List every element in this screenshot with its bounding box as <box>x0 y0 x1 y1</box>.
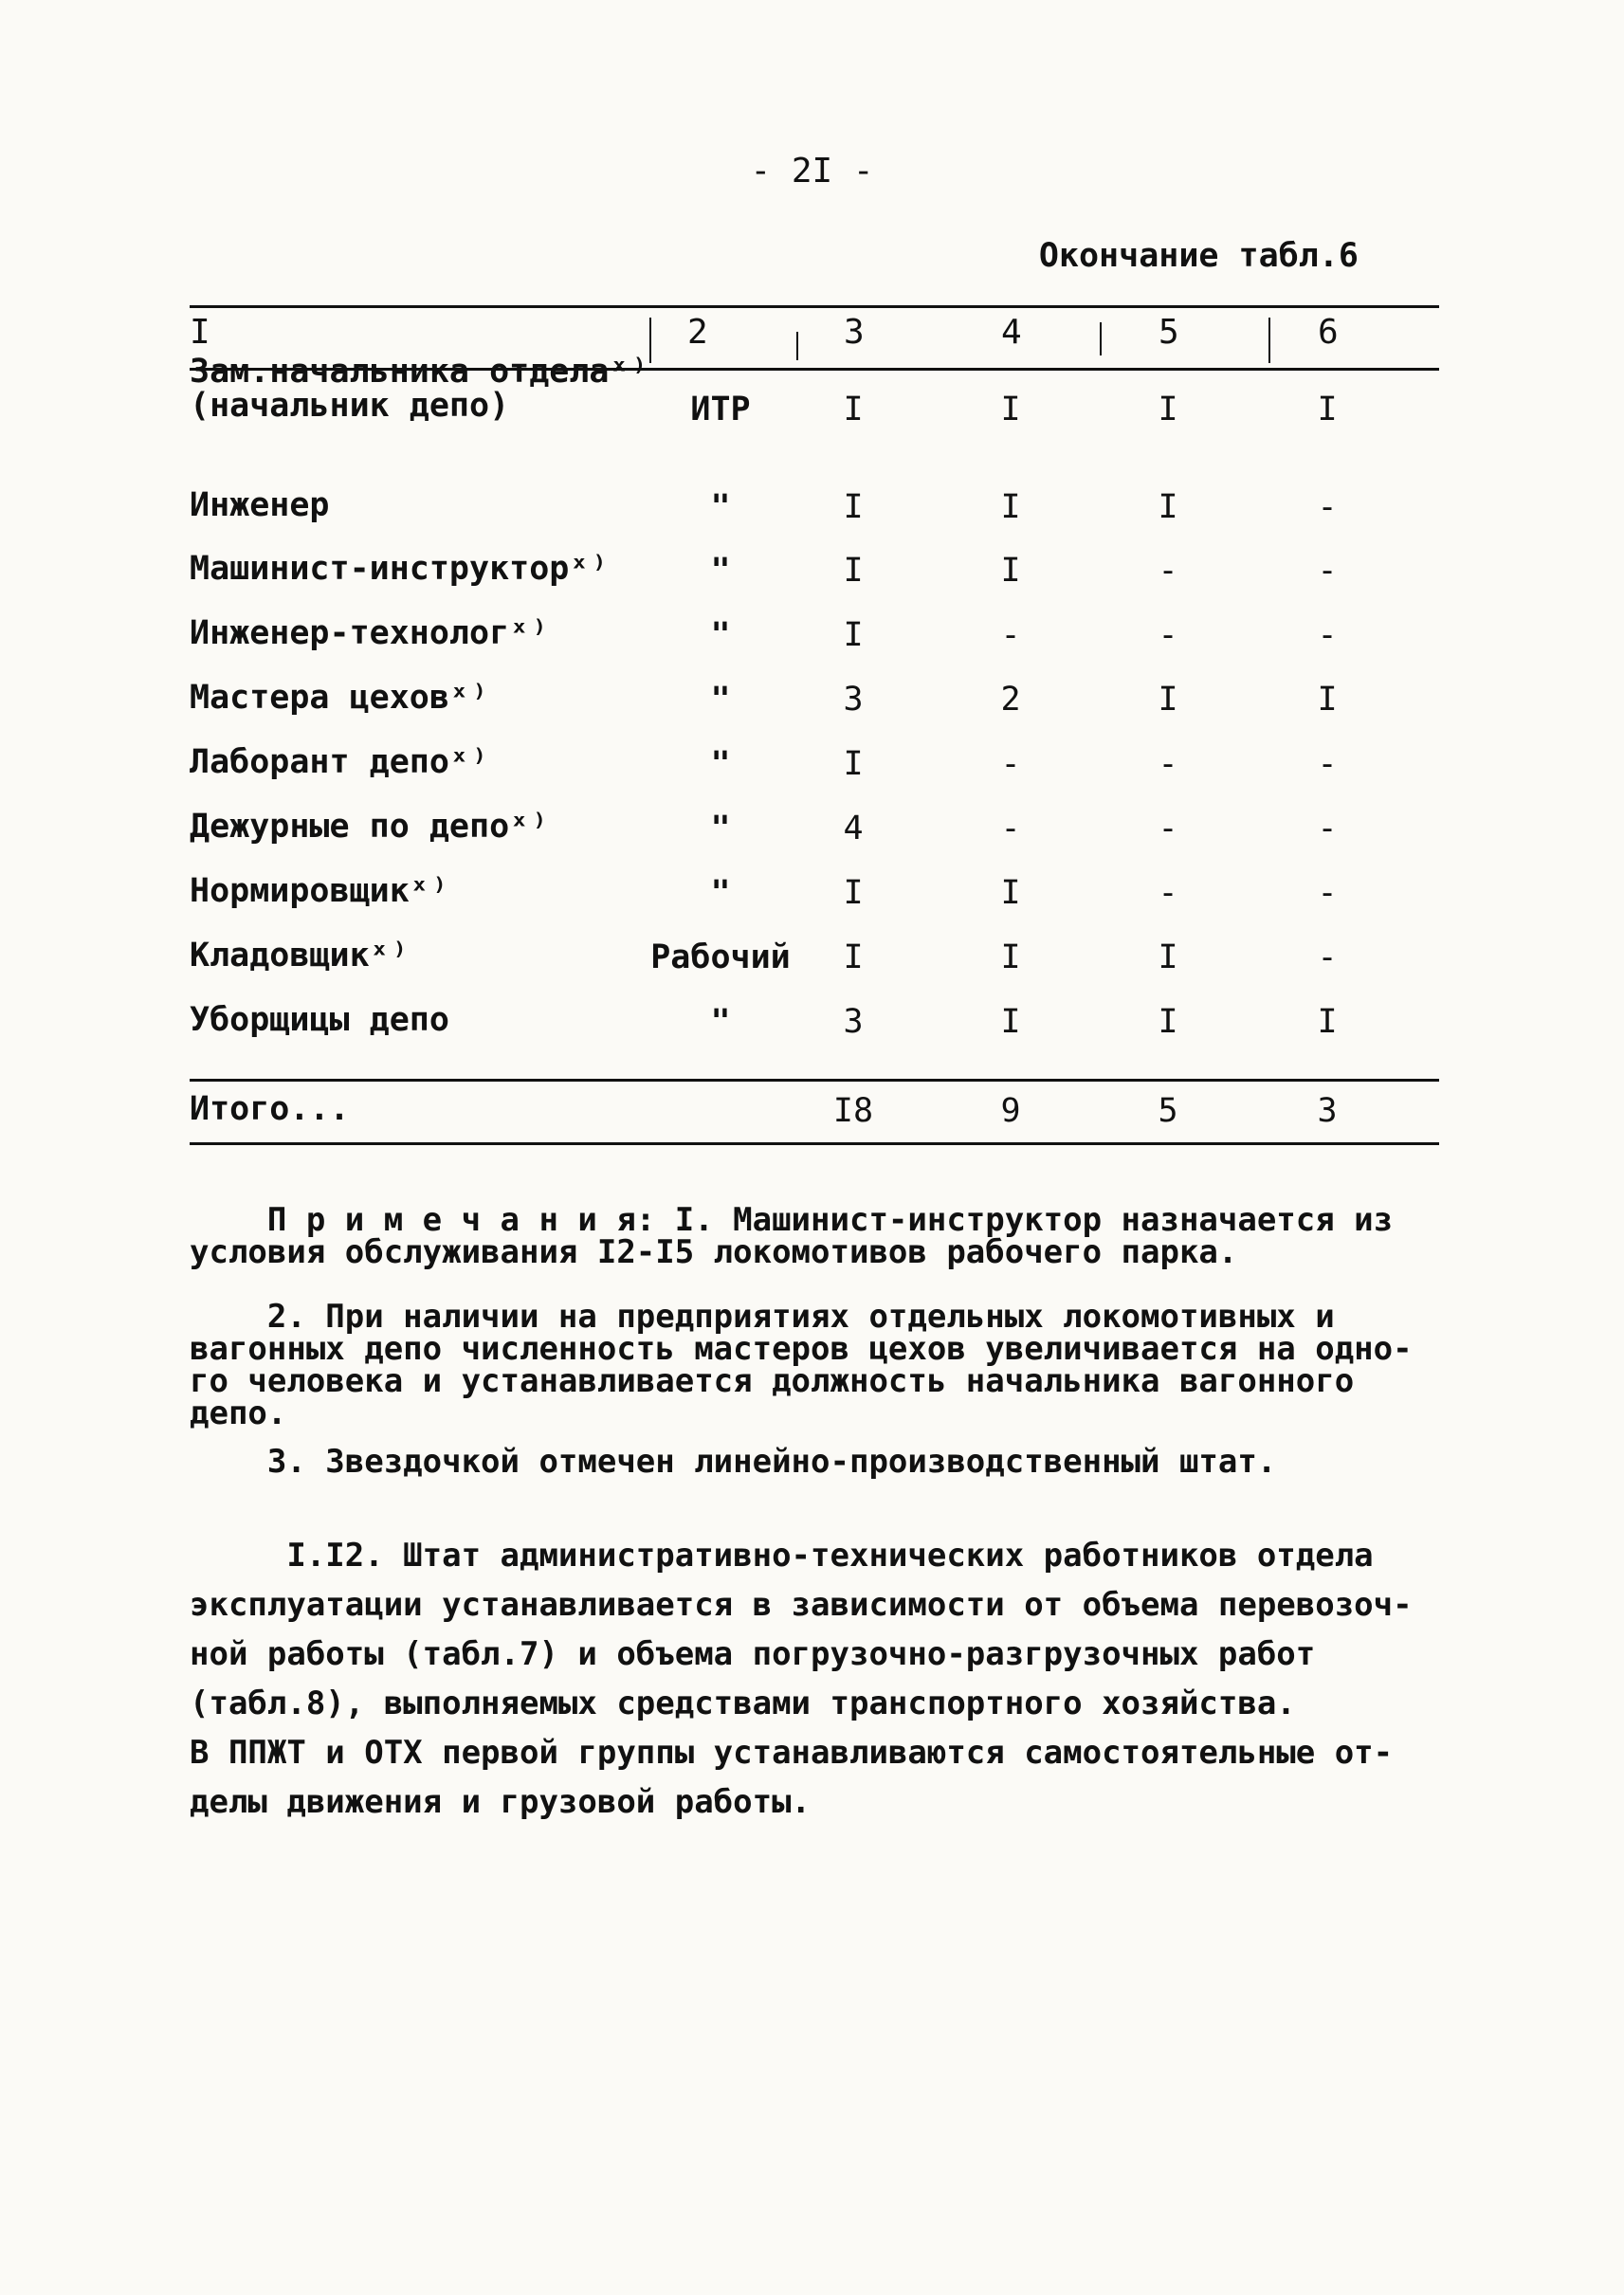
row-cell-c5: - <box>1158 745 1178 783</box>
row-cell-c3: I <box>843 616 864 654</box>
header-col-3: 3 <box>844 313 865 352</box>
row-cell-c6: - <box>1317 552 1338 590</box>
total-col-3: I8 <box>832 1092 874 1130</box>
row-name-line: Лаборант депоˣ⁾ <box>190 743 490 781</box>
header-col-1: I <box>190 313 210 352</box>
row-cell-c4: I <box>1000 391 1021 428</box>
row-cell-c5: - <box>1158 874 1178 912</box>
row-cell-c3: 4 <box>843 810 864 847</box>
row-name <box>190 355 649 423</box>
total-col-6: 3 <box>1317 1092 1338 1130</box>
row-name <box>190 1003 449 1037</box>
header-col-4: 4 <box>1001 313 1022 352</box>
row-name-line: Машинист-инструкторˣ⁾ <box>190 550 610 588</box>
row-cell-c4: I <box>1000 488 1021 526</box>
paragraph-1-12: I.I2. Штат административно-технических работников отдела эксплуатации устанавливается в зависимости от объема перевозоч- ной работы (табл.7) и объема погрузочно-разгрузочных работ (табл.8), выполняемых средствами транспортного хозяйства. В ППЖТ и ОТХ первой группы устанавливаются самостоятельные от- делы движения и грузовой работы. <box>190 1537 1413 1821</box>
row-cell-c4: - <box>1000 616 1021 654</box>
row-cell-c2: " <box>710 681 731 719</box>
row-cell-c2: " <box>710 745 731 783</box>
row-cell-c6: I <box>1317 1003 1338 1041</box>
total-top-rule <box>190 1079 1439 1082</box>
row-cell-c6: - <box>1317 938 1338 976</box>
row-cell-c5: I <box>1158 488 1178 526</box>
row-name-line: (начальник депо) <box>190 387 510 425</box>
row-cell-c6: - <box>1317 616 1338 654</box>
table-caption: Окончание табл.6 <box>1038 237 1359 275</box>
row-cell-c6: - <box>1317 745 1338 783</box>
row-cell-c2: " <box>710 874 731 912</box>
row-name <box>190 488 330 522</box>
row-name-line: Кладовщикˣ⁾ <box>190 937 410 974</box>
row-name-line: Инженер-технологˣ⁾ <box>190 614 550 652</box>
row-cell-c4: 2 <box>1000 681 1021 719</box>
row-cell-c4: - <box>1000 810 1021 847</box>
table-bottom-rule <box>190 1142 1439 1145</box>
row-cell-c3: I <box>843 391 864 428</box>
row-cell-c2: " <box>710 810 731 847</box>
row-cell-c3: 3 <box>843 681 864 719</box>
row-cell-c6: I <box>1317 391 1338 428</box>
header-divider <box>796 332 798 360</box>
row-cell-c3: I <box>843 488 864 526</box>
total-label: Итого... <box>190 1090 350 1128</box>
row-cell-c2: " <box>710 552 731 590</box>
header-col-5: 5 <box>1159 313 1179 352</box>
row-cell-c3: I <box>843 874 864 912</box>
row-cell-c3: I <box>843 745 864 783</box>
row-cell-c5: I <box>1158 681 1178 719</box>
row-cell-c5: I <box>1158 391 1178 428</box>
row-name <box>190 874 449 908</box>
row-cell-c2: " <box>710 616 731 654</box>
header-col-6: 6 <box>1318 313 1339 352</box>
row-cell-c6: - <box>1317 874 1338 912</box>
row-cell-c4: - <box>1000 745 1021 783</box>
row-name <box>190 938 410 973</box>
note-2: 2. При наличии на предприятиях отдельных локомотивных и вагонных депо численность мастеров цехов увеличивается на одно- го человека и устанавливается должность начальника вагонного депо. <box>190 1298 1413 1432</box>
table-top-rule <box>190 305 1439 308</box>
row-cell-c6: - <box>1317 810 1338 847</box>
row-name-line: Мастера цеховˣ⁾ <box>190 679 490 717</box>
row-cell-c2: " <box>710 1003 731 1041</box>
row-name-line: Зам.начальника отделаˣ⁾ <box>190 353 649 391</box>
row-name <box>190 810 549 844</box>
row-cell-c4: I <box>1000 938 1021 976</box>
row-name-line: Нормировщикˣ⁾ <box>190 872 449 910</box>
row-cell-c5: - <box>1158 552 1178 590</box>
row-name <box>190 745 489 779</box>
row-cell-c5: I <box>1158 1003 1178 1041</box>
header-divider <box>1100 322 1102 355</box>
row-cell-c2: " <box>710 488 731 526</box>
row-name-line: Дежурные по депоˣ⁾ <box>190 808 550 846</box>
row-name <box>190 552 610 586</box>
row-cell-c2: ИТР <box>690 391 751 428</box>
row-cell-c5: I <box>1158 938 1178 976</box>
row-cell-c2: Рабочий <box>650 938 791 976</box>
row-cell-c3: I <box>843 552 864 590</box>
row-cell-c5: - <box>1158 616 1178 654</box>
total-col-4: 9 <box>1000 1092 1021 1130</box>
note-3: 3. Звездочкой отмечен линейно-производственный штат. <box>190 1443 1277 1481</box>
row-cell-c6: I <box>1317 681 1338 719</box>
row-cell-c4: I <box>1000 1003 1021 1041</box>
row-cell-c5: - <box>1158 810 1178 847</box>
row-name-line: Инженер <box>190 486 330 524</box>
header-divider <box>649 318 651 363</box>
row-cell-c3: 3 <box>843 1003 864 1041</box>
total-col-5: 5 <box>1158 1092 1178 1130</box>
page-number: - 2I - <box>750 152 874 191</box>
row-name-line: Уборщицы депо <box>190 1001 449 1039</box>
header-col-2: 2 <box>687 313 708 352</box>
row-cell-c6: - <box>1317 488 1338 526</box>
note-1: П р и м е ч а н и я: I. Машинист-инструктор назначается из условия обслуживания I2-I5 локомотивов рабочего парка. <box>190 1201 1394 1271</box>
row-cell-c3: I <box>843 938 864 976</box>
header-divider <box>1268 318 1270 363</box>
row-name <box>190 616 549 650</box>
row-cell-c4: I <box>1000 874 1021 912</box>
row-cell-c4: I <box>1000 552 1021 590</box>
row-name <box>190 681 489 715</box>
